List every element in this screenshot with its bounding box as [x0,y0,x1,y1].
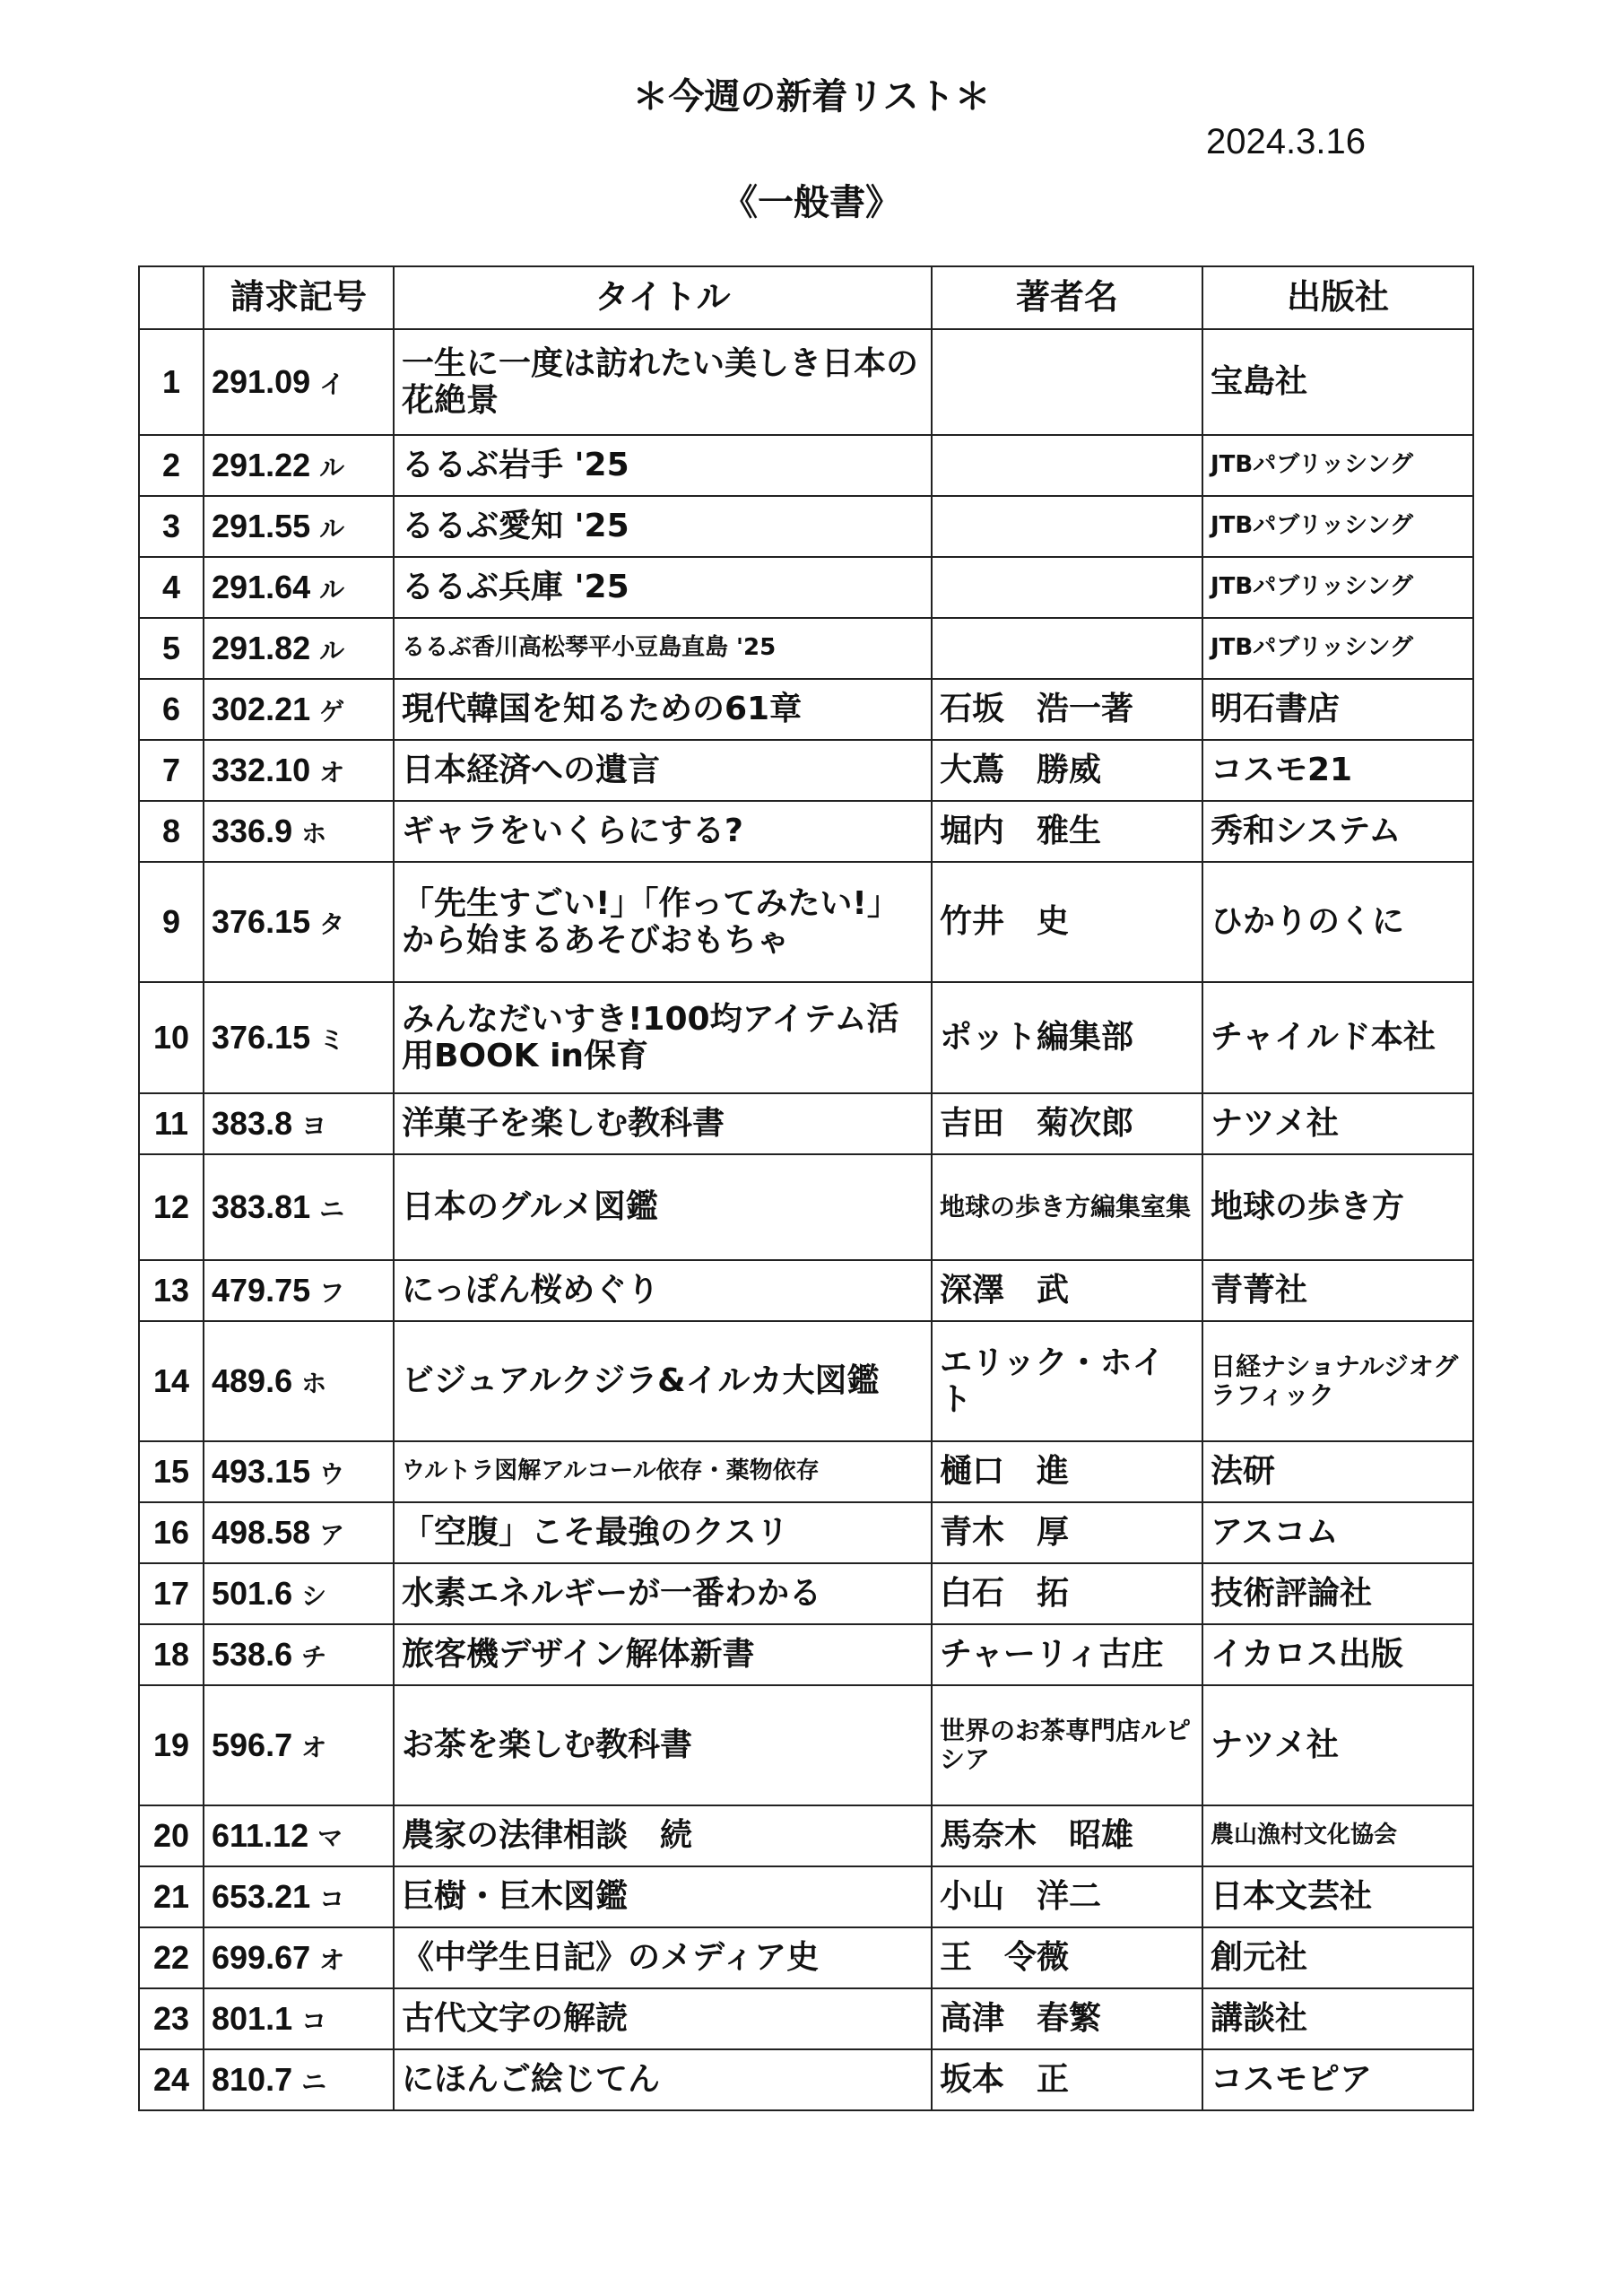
call-number-author-mark: ミ [319,1026,345,1055]
call-number-class: 376.15 [212,903,311,941]
book-title [394,1154,932,1260]
book-author-text: 坂本 正 [940,2061,1070,2099]
table-row [139,618,1473,679]
table-body [139,329,1473,2110]
row-number-text: 6 [161,691,181,728]
book-title [394,329,932,435]
call-number [204,679,394,740]
row-number-text: 13 [152,1272,190,1309]
row-number-text: 20 [152,1817,190,1855]
row-number-text: 5 [161,630,181,667]
call-number-author-mark: ヨ [301,1112,327,1141]
call-number-author-mark: チ [301,1643,327,1672]
call-number-author-mark: ル [319,454,345,483]
call-number-class: 596.7 [212,1726,293,1764]
row-number [139,618,204,679]
book-publisher [1202,557,1473,618]
table-row [139,435,1473,496]
column-header-call-number: 請求記号 [204,266,394,329]
call-number [204,1154,394,1260]
row-number [139,801,204,862]
book-author [932,862,1202,982]
book-publisher [1202,1866,1473,1927]
book-publisher [1202,435,1473,496]
row-number-text: 18 [152,1636,190,1674]
book-publisher [1202,1260,1473,1321]
book-publisher [1202,1502,1473,1563]
book-author [932,557,1202,618]
call-number-class: 383.8 [212,1105,293,1143]
book-publisher [1202,2049,1473,2110]
book-title-text: みんなだいすき!100均アイテム活用BOOK in保育 [402,1000,899,1074]
book-title [394,1093,932,1154]
book-title-text: にほんご絵じてん [402,2061,661,2099]
row-number-text: 17 [152,1575,190,1613]
call-number-author-mark: ホ [301,1370,327,1398]
book-publisher-text: ひかりのくに [1211,903,1405,941]
table-row [139,1154,1473,1260]
book-title [394,1441,932,1502]
book-author-text: 青木 厚 [940,1514,1070,1552]
book-title [394,618,932,679]
call-number-author-mark: オ [319,1946,345,1975]
table-row [139,1988,1473,2049]
call-number [204,496,394,557]
call-number-author-mark: ル [319,576,345,604]
book-publisher [1202,740,1473,801]
book-publisher-text: ナツメ社 [1211,1726,1339,1764]
book-author [932,1321,1202,1441]
call-number-class: 479.75 [212,1272,311,1309]
call-number-author-mark: コ [319,1885,345,1914]
book-publisher [1202,1321,1473,1441]
list-title: ＊今週の新着リスト＊ [632,76,991,117]
book-publisher [1202,679,1473,740]
call-number [204,1624,394,1685]
row-number [139,435,204,496]
row-number [139,1685,204,1805]
call-number-author-mark: ル [319,637,345,665]
call-number [204,801,394,862]
call-number-class: 699.67 [212,1939,311,1977]
book-publisher-text: 青菁社 [1211,1272,1308,1309]
row-number-text: 22 [152,1939,190,1977]
book-title [394,1321,932,1441]
book-author-text: 馬奈木 昭雄 [940,1817,1134,1855]
book-title [394,1805,932,1866]
row-number [139,1321,204,1441]
row-number [139,1563,204,1624]
table-row [139,1441,1473,1502]
book-title [394,1260,932,1321]
call-number [204,1988,394,2049]
row-number [139,862,204,982]
book-title-text: 水素エネルギーが一番わかる [402,1575,822,1613]
book-author-text: 王 令薇 [940,1939,1070,1977]
book-publisher-text: 地球の歩き方 [1211,1188,1405,1226]
row-number-text: 24 [152,2061,190,2099]
book-publisher [1202,982,1473,1093]
book-author-text: 高津 春繁 [940,2000,1102,2038]
book-title [394,1927,932,1988]
row-number [139,2049,204,2110]
book-title-text: 「先生すごい!」「作ってみたい!」から始まるあそびおもちゃ [402,884,899,959]
book-publisher [1202,1563,1473,1624]
book-publisher [1202,1927,1473,1988]
row-number-text: 23 [152,2000,190,2038]
table-row [139,982,1473,1093]
book-author [932,1093,1202,1154]
call-number-class: 538.6 [212,1636,293,1674]
table-row [139,1805,1473,1866]
call-number-author-mark: シ [301,1582,327,1611]
call-number-author-mark: ア [319,1521,345,1550]
book-title [394,801,932,862]
call-number-class: 291.22 [212,447,311,484]
book-publisher-text: 技術評論社 [1211,1575,1373,1613]
call-number [204,1685,394,1805]
table-row [139,1866,1473,1927]
book-title [394,1624,932,1685]
table-row [139,1927,1473,1988]
row-number-text: 3 [161,508,181,545]
table-row [139,1260,1473,1321]
book-title-text: お茶を楽しむ教科書 [402,1726,693,1764]
book-publisher-text: JTBパブリッシング [1211,451,1413,479]
call-number-author-mark: ホ [301,820,327,848]
book-author-text: ポット編集部 [940,1019,1134,1057]
row-number-text: 19 [152,1726,190,1764]
book-publisher-text: JTBパブリッシング [1211,634,1413,662]
book-publisher-text: チャイルド本社 [1211,1019,1436,1057]
book-publisher-text: 秀和システム [1211,813,1402,850]
book-title-text: るるぶ兵庫 '25 [402,569,629,606]
column-header-author: 著者名 [932,266,1202,329]
call-number-class: 493.15 [212,1453,311,1491]
book-title [394,1502,932,1563]
row-number [139,1154,204,1260]
book-author-text: 小山 洋二 [940,1878,1102,1916]
book-publisher-text: JTBパブリッシング [1211,512,1413,540]
book-title-text: 一生に一度は訪れたい美しき日本の花絶景 [402,344,919,419]
book-publisher [1202,618,1473,679]
row-number [139,740,204,801]
book-title [394,740,932,801]
book-author [932,435,1202,496]
row-number [139,1260,204,1321]
row-number-text: 14 [152,1362,190,1400]
row-number [139,1624,204,1685]
table-row [139,1502,1473,1563]
book-publisher [1202,496,1473,557]
table-row [139,679,1473,740]
book-title-text: るるぶ岩手 '25 [402,447,629,484]
row-number [139,1866,204,1927]
book-title [394,982,932,1093]
table-header-row [139,266,1473,329]
table-row [139,329,1473,435]
row-number-text: 11 [153,1105,189,1143]
call-number-author-mark: マ [317,1824,343,1853]
book-author-text: 竹井 史 [940,903,1070,941]
call-number-class: 489.6 [212,1362,293,1400]
book-author [932,801,1202,862]
new-books-table [138,265,1474,2111]
book-title-text: 洋菓子を楽しむ教科書 [402,1105,725,1143]
row-number [139,329,204,435]
book-publisher [1202,1685,1473,1805]
row-number-text: 2 [161,447,181,484]
table-row [139,1093,1473,1154]
table-row [139,496,1473,557]
book-author [932,1866,1202,1927]
book-title-text: るるぶ香川高松琴平小豆島直島 '25 [402,634,777,662]
call-number-class: 332.10 [212,752,311,789]
call-number-class: 801.1 [212,2000,293,2038]
book-author [932,1502,1202,1563]
book-title-text: 現代韓国を知るための61章 [402,691,803,728]
row-number-text: 15 [152,1453,190,1491]
book-title [394,1866,932,1927]
book-publisher [1202,1805,1473,1866]
book-publisher-text: コスモ21 [1211,752,1353,789]
book-author [932,618,1202,679]
book-publisher [1202,329,1473,435]
call-number-author-mark: ウ [319,1460,345,1489]
book-publisher-text: イカロス出版 [1211,1636,1403,1674]
call-number-author-mark: ニ [319,1196,345,1224]
call-number-class: 302.21 [212,691,311,728]
call-number [204,618,394,679]
call-number [204,740,394,801]
call-number-author-mark: オ [301,1734,327,1762]
table-row [139,1685,1473,1805]
row-number [139,1441,204,1502]
book-author-text: チャーリィ古庄 [940,1636,1164,1674]
call-number [204,1563,394,1624]
row-number-text: 4 [161,569,181,606]
book-publisher-text: アスコム [1211,1514,1339,1552]
row-number-text: 21 [152,1878,190,1916]
book-publisher-text: 法研 [1211,1453,1276,1491]
book-title-text: 旅客機デザイン解体新書 [402,1636,755,1674]
call-number [204,329,394,435]
call-number-author-mark: ゲ [319,698,345,726]
book-title [394,1685,932,1805]
book-publisher [1202,862,1473,982]
call-number [204,1805,394,1866]
call-number [204,862,394,982]
book-title-text: るるぶ愛知 '25 [402,508,629,545]
row-number [139,557,204,618]
column-header-number [139,266,204,329]
row-number [139,982,204,1093]
call-number [204,1502,394,1563]
call-number-class: 291.82 [212,630,311,667]
book-author [932,1260,1202,1321]
call-number-class: 336.9 [212,813,293,850]
book-publisher-text: 日本文芸社 [1211,1878,1373,1916]
call-number-author-mark: オ [319,759,345,787]
book-author-text: 石坂 浩一著 [940,691,1134,728]
book-author-text: 世界のお茶専門店ルピシア [940,1715,1192,1774]
book-title-text: にっぽん桜めぐり [402,1272,660,1309]
call-number [204,1441,394,1502]
book-publisher [1202,1093,1473,1154]
book-author [932,2049,1202,2110]
book-author [932,1805,1202,1866]
book-author-text: 大蔦 勝威 [940,752,1102,789]
list-date: 2024.3.16 [1206,122,1366,161]
book-title [394,1988,932,2049]
book-author [932,1988,1202,2049]
call-number-author-mark: フ [319,1279,345,1308]
book-publisher-text: 日経ナショナルジオグラフィック [1211,1351,1459,1410]
book-title [394,2049,932,2110]
book-publisher-text: 宝島社 [1211,363,1308,401]
book-author [932,496,1202,557]
book-author [932,1154,1202,1260]
book-title-text: 農家の法律相談 続 [402,1817,693,1855]
row-number [139,1927,204,1988]
book-title-text: ビジュアルクジラ&イルカ大図鑑 [402,1362,880,1400]
table-row [139,2049,1473,2110]
row-number [139,1093,204,1154]
row-number-text: 1 [161,363,181,401]
call-number [204,435,394,496]
book-publisher-text: 農山漁村文化協会 [1211,1822,1398,1849]
book-author-text: 樋口 進 [940,1453,1070,1491]
book-author [932,1441,1202,1502]
call-number-class: 498.58 [212,1514,311,1552]
row-number [139,496,204,557]
row-number [139,679,204,740]
book-publisher-text: 明石書店 [1211,691,1341,728]
book-publisher-text: JTBパブリッシング [1211,573,1413,601]
book-author [932,1624,1202,1685]
book-author-text: 堀内 雅生 [940,813,1102,850]
book-publisher-text: 創元社 [1211,1939,1308,1977]
table-row [139,557,1473,618]
book-author-text: 地球の歩き方編集室集 [940,1191,1192,1222]
book-publisher [1202,1441,1473,1502]
book-author-text: 白石 拓 [940,1575,1070,1613]
call-number-class: 611.12 [212,1817,309,1855]
column-header-publisher: 出版社 [1202,266,1473,329]
book-author [932,1685,1202,1805]
book-title-text: 《中学生日記》のメディア史 [402,1939,820,1977]
book-title-text: ウルトラ図解アルコール依存・薬物依存 [402,1457,820,1485]
book-publisher [1202,801,1473,862]
book-author [932,329,1202,435]
book-title [394,496,932,557]
table-row [139,862,1473,982]
call-number [204,1866,394,1927]
call-number [204,1927,394,1988]
call-number-author-mark: ニ [301,2068,327,2097]
book-author [932,679,1202,740]
call-number-class: 501.6 [212,1575,293,1613]
book-title-text: ギャラをいくらにする? [402,813,743,850]
book-title-text: 「空腹」こそ最強のクスリ [402,1514,789,1552]
call-number [204,2049,394,2110]
book-title-text: 古代文字の解読 [402,2000,629,2038]
book-author-text: 吉田 菊次郎 [940,1105,1134,1143]
row-number-text: 16 [152,1514,190,1552]
call-number-author-mark: イ [319,370,345,399]
table-row [139,1321,1473,1441]
call-number-class: 291.55 [212,508,311,545]
book-author [932,982,1202,1093]
row-number-text: 8 [161,813,181,850]
call-number-class: 291.09 [212,363,311,401]
book-title [394,557,932,618]
book-author [932,1563,1202,1624]
call-number [204,982,394,1093]
call-number [204,1093,394,1154]
call-number-author-mark: タ [319,910,345,939]
call-number-class: 376.15 [212,1019,311,1057]
call-number-class: 810.7 [212,2061,293,2099]
call-number [204,557,394,618]
book-publisher [1202,1624,1473,1685]
book-publisher [1202,1154,1473,1260]
table-row [139,1563,1473,1624]
book-author [932,740,1202,801]
row-number-text: 10 [152,1019,190,1057]
row-number-text: 12 [152,1188,190,1226]
book-title-text: 日本のグルメ図鑑 [402,1188,658,1226]
book-publisher-text: ナツメ社 [1211,1105,1339,1143]
book-publisher-text: コスモピア [1211,2061,1373,2099]
book-publisher [1202,1988,1473,2049]
call-number-author-mark: コ [301,2007,327,2036]
row-number [139,1502,204,1563]
section-heading: 《一般書》 [722,182,901,223]
book-title [394,1563,932,1624]
book-author [932,1927,1202,1988]
call-number-author-mark: ル [319,515,345,544]
book-author-text: 深澤 武 [940,1272,1070,1309]
row-number-text: 9 [161,903,181,941]
book-title [394,679,932,740]
call-number-class: 291.64 [212,569,311,606]
book-title-text: 日本経済への遺言 [402,752,661,789]
row-number [139,1988,204,2049]
table-row [139,1624,1473,1685]
call-number-class: 653.21 [212,1878,311,1916]
table-row [139,801,1473,862]
column-header-title: タイトル [394,266,932,329]
book-title [394,862,932,982]
call-number [204,1321,394,1441]
book-author-text: エリック・ホイト [940,1344,1165,1418]
book-publisher-text: 講談社 [1211,2000,1308,2038]
book-title [394,435,932,496]
call-number-class: 383.81 [212,1188,311,1226]
row-number [139,1805,204,1866]
row-number-text: 7 [161,752,181,789]
book-title-text: 巨樹・巨木図鑑 [402,1878,629,1916]
call-number [204,1260,394,1321]
table-row [139,740,1473,801]
